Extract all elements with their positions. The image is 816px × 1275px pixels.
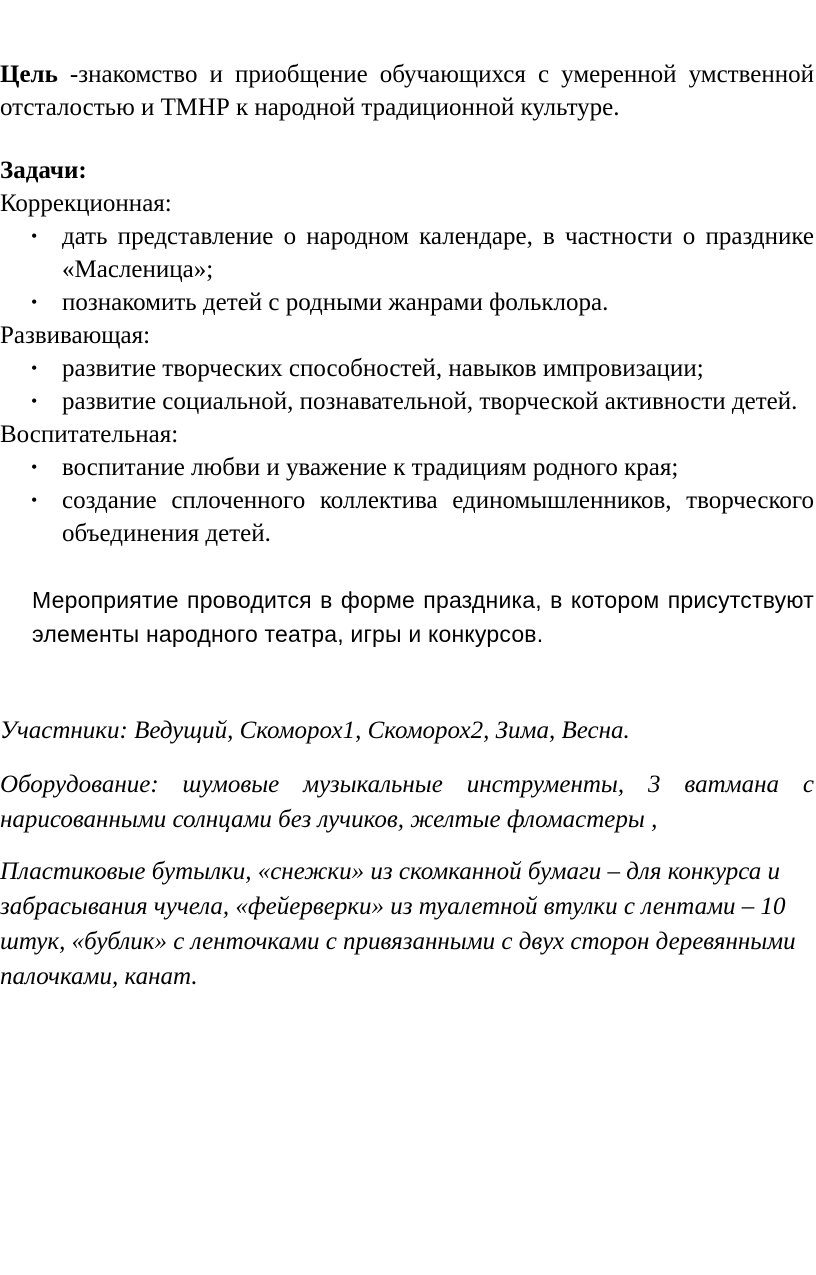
participants-line: Участники: Ведущий, Скоморох1, Скоморох2, Зима, Весна. (0, 717, 630, 744)
bullet-icon: • (31, 226, 38, 246)
task-list (0, 352, 814, 418)
task-item-text: воспитание любви и уважение к традициям родного края; (62, 454, 679, 481)
bullet-icon: • (31, 490, 38, 510)
task-group-title: Коррекционная: (0, 190, 172, 217)
task-item (31, 220, 814, 286)
goal-text: -знакомство и приобщение обучающихся с умеренной умственной отсталостью и ТМНР к народной традиционной культуре. (0, 61, 814, 121)
plastic-items-line: Пластиковые бутылки, «снежки» из скомканной бумаги – для конкурса и забрасывания чучела, «фейерверки» из туалетной втулки с лентами – 10 штук, «бублик» с ленточками с привязанными с двух сторон деревянными палочками, канат. (0, 858, 796, 990)
task-item-text: дать представление о народном календаре, в частности о празднике «Масленица»; (62, 223, 814, 283)
event-description: Мероприятие проводится в форме праздника, в котором присутствуют элементы народного театра, игры и конкурсов. (32, 587, 814, 647)
goal-paragraph (0, 58, 814, 124)
task-list (0, 451, 814, 550)
task-group-title: Воспитательная: (0, 421, 179, 448)
bullet-icon: • (31, 391, 38, 411)
equipment-line: Оборудование: шумовые музыкальные инструменты, 3 ватмана с нарисованными солнцами без лучиков, желтые фломастеры , (0, 771, 814, 833)
task-item (31, 286, 814, 319)
task-item (31, 484, 814, 550)
task-item (31, 352, 814, 385)
task-list (0, 220, 814, 319)
task-item-text: развитие творческих способностей, навыков импровизации; (62, 355, 704, 382)
goal-label: Цель (0, 61, 58, 88)
tasks-heading: Задачи: (0, 157, 87, 184)
task-item-text: познакомить детей с родными жанрами фольклора. (62, 289, 609, 316)
bullet-icon: • (31, 358, 38, 378)
bullet-icon: • (31, 292, 38, 312)
task-item-text: создание сплоченного коллектива единомышленников, творческого объединения детей. (62, 487, 814, 547)
bullet-icon: • (31, 457, 38, 477)
document-page (0, 58, 814, 994)
task-item-text: развитие социальной, познавательной, творческой активности детей. (62, 388, 798, 415)
task-item (31, 451, 814, 484)
task-item (31, 385, 814, 418)
task-group-title: Развивающая: (0, 322, 151, 349)
